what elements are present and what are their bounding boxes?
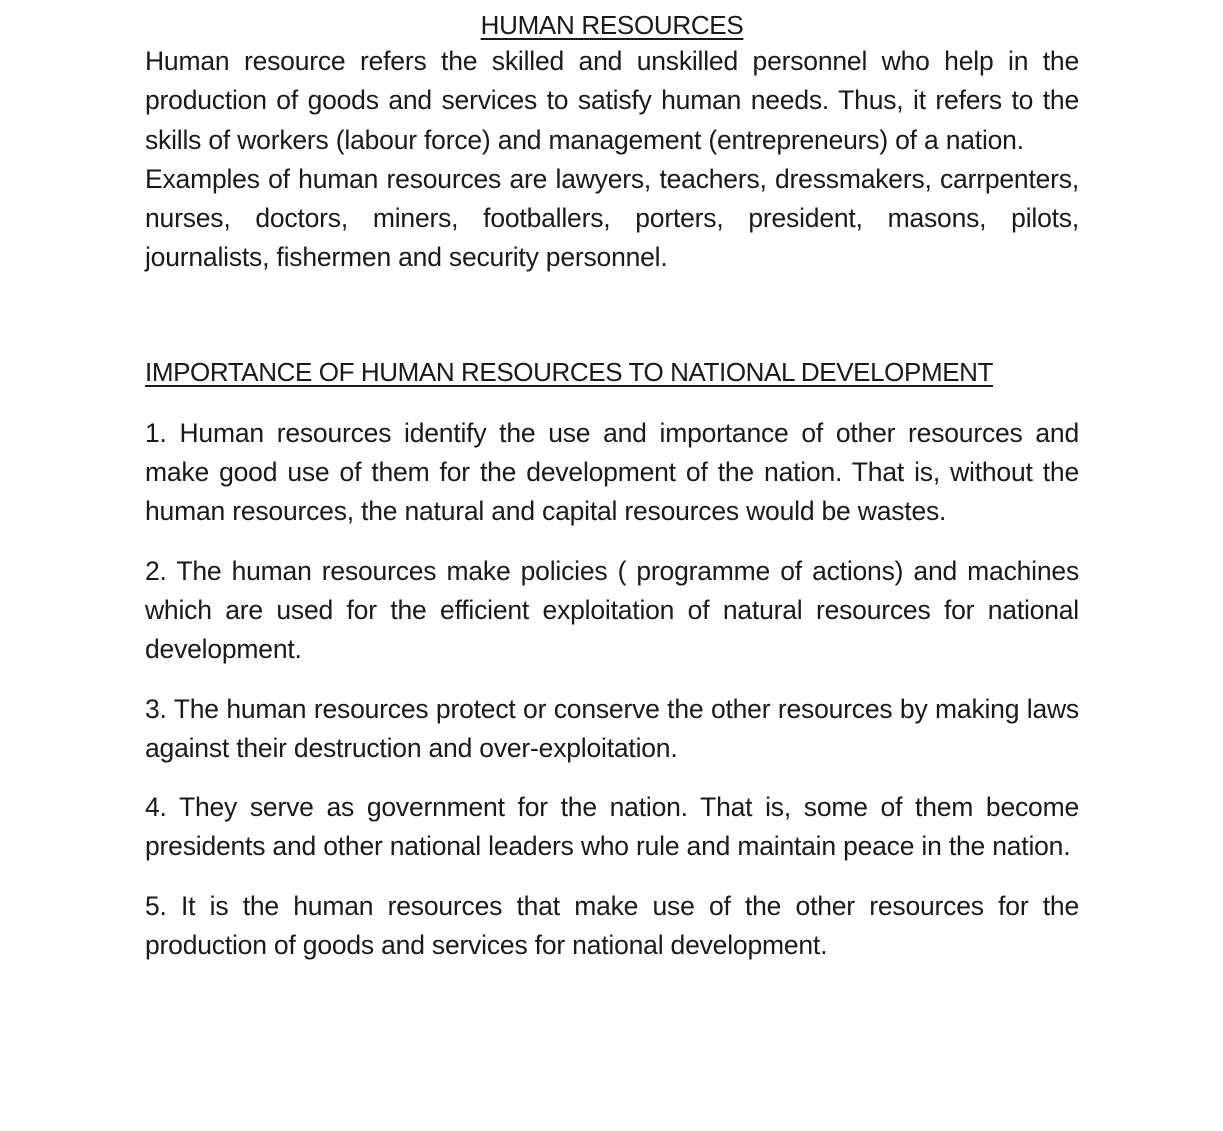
point-text: 3. The human resources protect or conserve the other resources by making laws against their destruction and over-exploitation. [145,693,1079,763]
document-page [145,0,1079,965]
list-item [145,552,1079,670]
point-text: 5. It is the human resources that make use of the other resources for the production of goods and services for national development. [145,890,1079,961]
point-text: 4. They serve as government for the nation. That is, some of them become presidents and other national leaders who rule and maintain peace in the nation. [145,792,1079,862]
list-item [145,887,1079,966]
list-item [145,690,1079,769]
point-text: 2. The human resources make policies ( programme of actions) and machines which are used for the efficient exploitation of natural resources for national development. [145,555,1079,665]
importance-list [145,414,1079,966]
page-title: HUMAN RESOURCES [480,10,744,40]
list-item [145,788,1079,867]
section-heading: IMPORTANCE OF HUMAN RESOURCES TO NATIONAL DEVELOPMENT [145,356,993,387]
definition-paragraph: Human resource refers the skilled and unskilled personnel who help in the production of goods and services to satisfy human needs. Thus, it refers to the skills of workers (labour force) and management (entrepreneurs) of a nation. [145,46,1079,155]
point-text: 1. Human resources identify the use and importance of other resources and make good use of them for the development of the nation. That is, without the human resources, the natural and capital resources would be wastes. [145,417,1079,527]
list-item [145,414,1079,532]
examples-paragraph: Examples of human resources are lawyers, teachers, dressmakers, carrpenters, nurses, doctors, miners, footballers, porters, president, masons, pilots, journalists, fishermen and security personnel. [145,163,1079,273]
